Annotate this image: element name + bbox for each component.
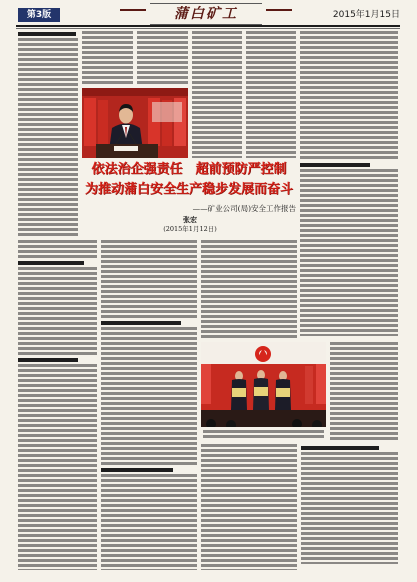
award-ceremony-photo bbox=[201, 342, 326, 427]
stage-banner bbox=[82, 88, 188, 96]
body-subheading-bar bbox=[18, 358, 78, 362]
masthead-ornament-right bbox=[266, 9, 292, 11]
masthead-title: 蒲白矿工 bbox=[174, 6, 238, 22]
stage-floor bbox=[201, 410, 326, 427]
certificate bbox=[232, 388, 246, 397]
speaker-photo bbox=[82, 88, 188, 158]
company-logo-icon bbox=[255, 346, 271, 362]
body-subheading-bar bbox=[301, 446, 379, 450]
masthead-ornament-left bbox=[120, 9, 146, 11]
body-text-block bbox=[101, 327, 197, 465]
body-text-block bbox=[300, 169, 398, 336]
body-text-block bbox=[301, 452, 398, 564]
body-text-block bbox=[330, 342, 398, 440]
body-text-block bbox=[201, 240, 297, 338]
certificate bbox=[254, 387, 268, 396]
photo-caption-text bbox=[203, 430, 324, 438]
certificate bbox=[276, 388, 290, 397]
body-text-block bbox=[18, 267, 97, 355]
award-recipients bbox=[231, 370, 291, 410]
body-text-block bbox=[300, 31, 398, 161]
body-text-block bbox=[18, 38, 78, 236]
body-text-block bbox=[18, 364, 97, 570]
headline-line-1: 依法治企强责任 超前预防严控制 bbox=[91, 162, 287, 177]
header-rule bbox=[16, 25, 400, 27]
headline-line-2: 为推动蒲白安全生产稳步发展而奋斗 bbox=[84, 182, 293, 197]
headline-subtitle: ——矿业公司(局)安全工作报告 bbox=[192, 204, 296, 213]
body-text-block bbox=[192, 31, 242, 158]
body-subheading-bar bbox=[18, 261, 84, 265]
body-subheading-bar bbox=[101, 321, 181, 325]
body-text-block bbox=[246, 31, 296, 158]
masthead-frame bbox=[150, 3, 262, 25]
report-date: (2015年1月12日) bbox=[163, 225, 217, 233]
body-subheading-bar bbox=[101, 468, 173, 472]
header-rule-thin bbox=[16, 28, 400, 29]
page-number-label: 第3版 bbox=[18, 8, 60, 22]
body-text-block bbox=[18, 240, 97, 258]
body-text-block bbox=[101, 240, 197, 318]
wall-panel bbox=[152, 102, 182, 122]
body-text-block bbox=[101, 474, 197, 570]
body-subheading-bar bbox=[18, 32, 76, 36]
name-plate bbox=[114, 146, 138, 151]
body-text-block bbox=[137, 31, 188, 86]
body-subheading-bar bbox=[300, 163, 370, 167]
body-text-block bbox=[82, 31, 133, 86]
body-text-block bbox=[201, 444, 297, 570]
article-author: 张宏 bbox=[183, 215, 197, 224]
issue-date: 2015年1月15日 bbox=[332, 10, 400, 20]
